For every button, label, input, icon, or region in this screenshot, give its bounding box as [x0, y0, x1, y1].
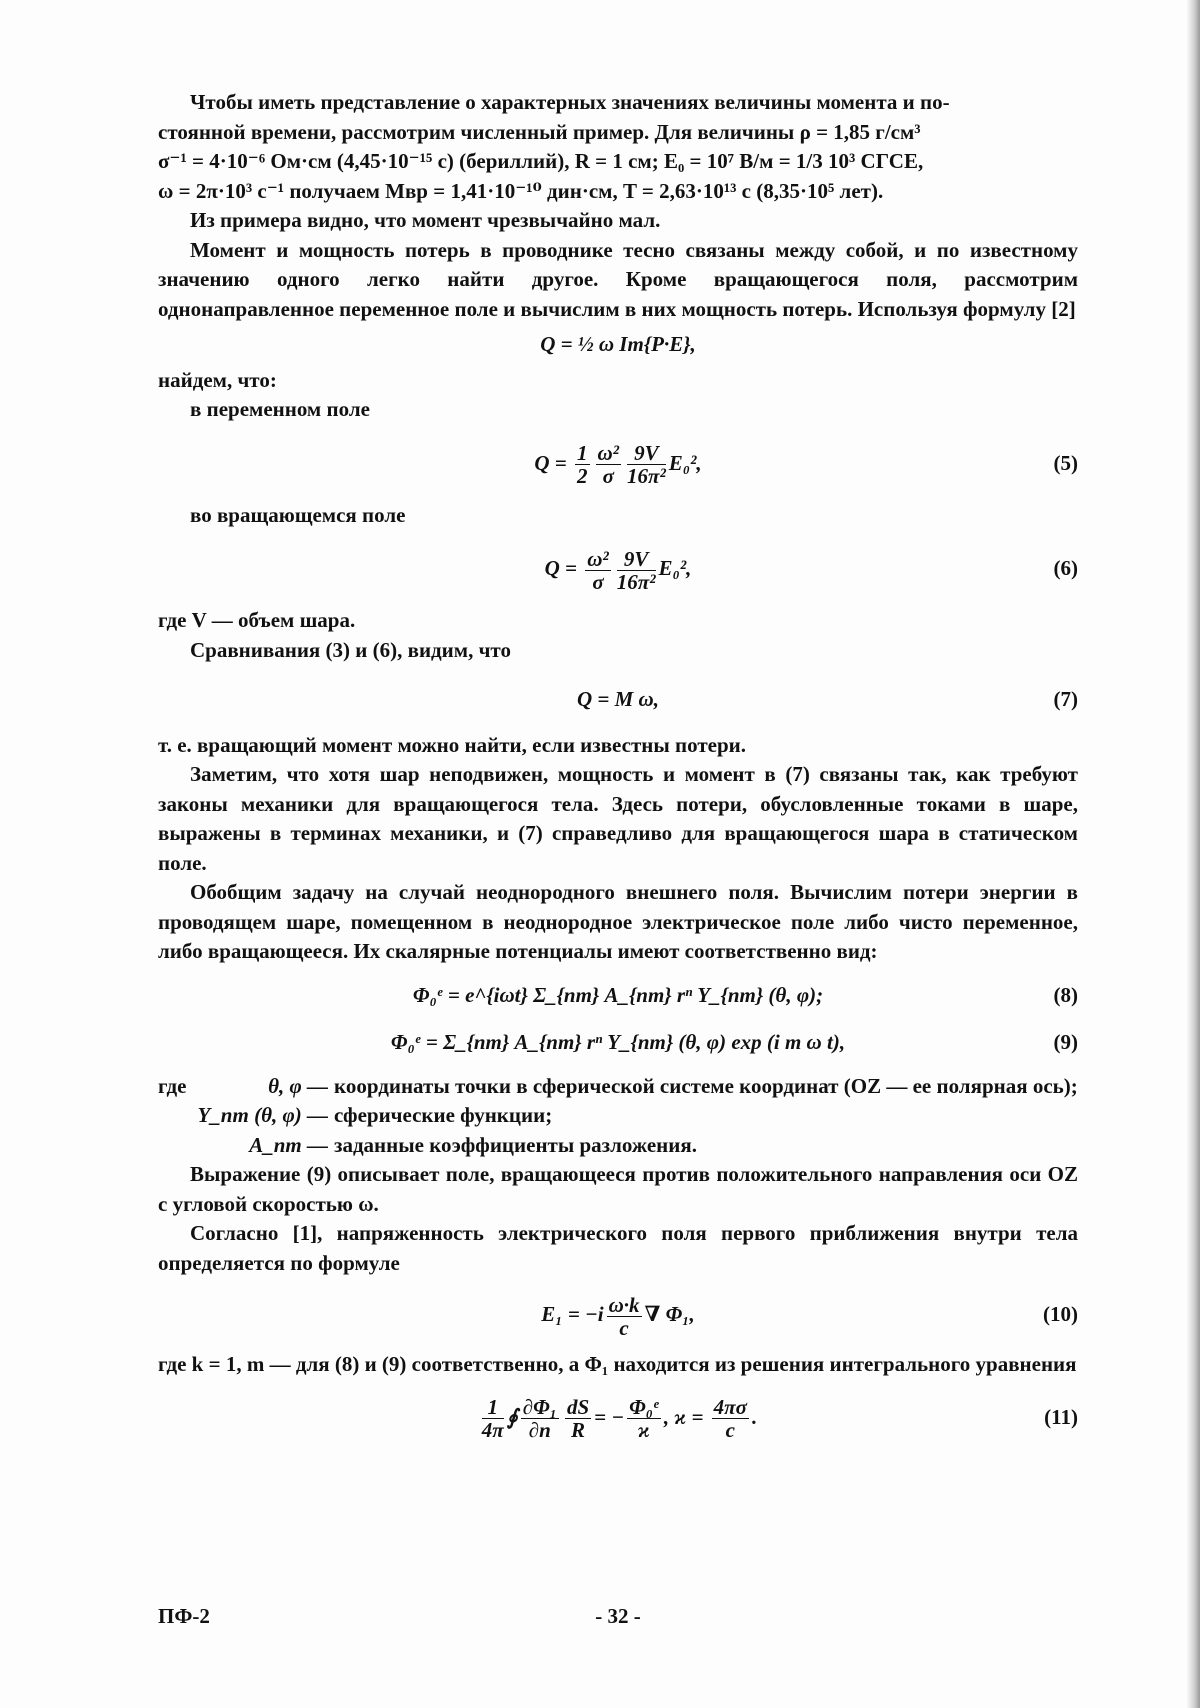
where-symbol: Y_nm (θ, φ) —	[197, 1103, 328, 1127]
eq11-frac-3: $\frac{dS}{R}$	[566, 1395, 590, 1443]
equation-number: (7)	[1053, 687, 1078, 711]
paragraph: т. е. вращающий момент можно найти, если известны потери.	[158, 732, 746, 757]
footer-label: ПФ-2	[158, 1604, 210, 1628]
where-label: где	[158, 1073, 187, 1098]
document-body	[158, 88, 1078, 1454]
paragraph-line: σ⁻¹ = 4·10⁻⁶ Ом·см (4,45·10⁻¹⁵ с) (бериллий), R = 1 см; E₀ = 10⁷ В/м = 1/3 10³ СГСЕ,	[158, 149, 924, 173]
equation-6	[158, 536, 1078, 600]
eq9-text: Φ₀ᵉ = Σ_{nm} A_{nm} rⁿ Y_{nm} (θ, φ) exp (i m ω t),	[390, 1030, 846, 1054]
eq10-lhs: E₁ = −i	[541, 1302, 604, 1326]
where-symbol: θ, φ —	[268, 1073, 328, 1098]
equation-number: (6)	[1053, 556, 1078, 580]
eq5-half: $\frac{1}{2}$	[577, 441, 588, 489]
eq11-frac-5: $\frac{4\pi\sigma}{c}$	[713, 1395, 747, 1443]
eq10-tail: ∇ Φ₁,	[644, 1302, 695, 1326]
eq6-lhs: Q =	[544, 556, 583, 580]
paragraph-line: ω = 2π·10³ с⁻¹ получаем Mвр = 1,41·10⁻¹⁰ дин·см, T = 2,63·10¹³ с (8,35·10⁵ лет).	[158, 178, 884, 203]
eq8-text: Φ₀ᵉ = e^{iωt} Σ_{nm} A_{nm} rⁿ Y_{nm} (θ, φ);	[412, 982, 824, 1007]
eq6-frac-2: $\frac{9V}{\text{16π²}}$	[616, 546, 656, 594]
contour-integral-symbol: ∮	[506, 1404, 518, 1429]
equation-9	[158, 1028, 1078, 1058]
where-item	[158, 1072, 1078, 1102]
paragraph: где k = 1, m — для (8) и (9) соответственно, а Φ₁ находится из решения интегрального уравнения	[158, 1352, 1077, 1376]
eq11-frac-1: $\frac{1}{4\pi}$	[481, 1395, 504, 1443]
where-block	[158, 1072, 1078, 1161]
scan-edge-shadow	[1186, 0, 1200, 1708]
paragraph: Заметим, что хотя шар неподвижен, мощность и момент в (7) связаны так, как требуют законы механики для вращающегося тела. Здесь потери, обусловленные токами в шаре, выражены в терминах механики, и (7) справедливо для вращающегося шара в статическом поле.	[158, 762, 1078, 875]
equation-5	[158, 431, 1078, 495]
where-symbol: A_nm —	[249, 1132, 328, 1157]
paragraph: Из примера видно, что момент чрезвычайно мал.	[190, 208, 661, 232]
equation-number: (11)	[1044, 1404, 1078, 1429]
where-item	[158, 1131, 1078, 1161]
equation-8	[158, 981, 1078, 1011]
paragraph: где V — объем шара.	[158, 608, 356, 632]
paragraph: во вращающемся поле	[190, 502, 406, 527]
eq11-sep: , ϰ =	[663, 1404, 709, 1429]
equation-number: (8)	[1053, 982, 1078, 1007]
paragraph: Момент и мощность потерь в проводнике тесно связаны между собой, и по известному значению одного легко найти другое. Кроме вращающегося поля, рассмотрим однонаправленное переменное поле и вычислим в них мощность потерь. Используя формулу [2]	[158, 237, 1078, 321]
eq5-frac-1: $\frac{\text{ω²}}{\sigma}$	[597, 441, 619, 489]
eq6-frac-1: $\frac{\text{ω²}}{\sigma}$	[587, 546, 609, 594]
equation-number: (9)	[1053, 1030, 1078, 1054]
eq7-text: Q = M ω,	[577, 687, 659, 711]
eq11-frac-4: $\frac{\text{Φ₀ᵉ}}{ϰ}$	[629, 1395, 659, 1443]
equation-10	[158, 1284, 1078, 1344]
where-text: сферические функции;	[334, 1103, 553, 1127]
equation-7	[158, 685, 1078, 715]
paragraph: Выражение (9) описывает поле, вращающееся против положительного направления оси OZ с угловой скоростью ω.	[158, 1162, 1078, 1216]
eq5-lhs: Q =	[534, 450, 572, 475]
where-item	[158, 1101, 1078, 1131]
eq5-frac-2: $\frac{9V}{\text{16π²}}$	[626, 441, 666, 489]
paragraph-line: Чтобы иметь представление о характерных значениях величины момента и по-	[190, 90, 950, 114]
equation-11	[158, 1386, 1078, 1448]
where-text: координаты точки в сферической системе координат (OZ — ее полярная ось);	[334, 1073, 1078, 1098]
eq6-tail: E₀²,	[658, 556, 692, 580]
eq11-end: .	[751, 1404, 758, 1429]
eq5-tail: E₀²,	[668, 450, 702, 475]
where-text: заданные коэффициенты разложения.	[334, 1132, 697, 1157]
equation-number: (10)	[1043, 1302, 1078, 1326]
eq11-mid: = −	[594, 1404, 625, 1429]
paragraph-line: стоянной времени, рассмотрим численный пример. Для величины ρ = 1,85 г/см³	[158, 119, 921, 144]
paragraph: найдем, что:	[158, 367, 277, 392]
paragraph: Сравнивания (3) и (6), видим, что	[190, 637, 511, 662]
equation-q-general: Q = ½ ω Im{P·E},	[540, 332, 696, 356]
paragraph: Согласно [1], напряженность электрического поля первого приближения внутри тела определяется по формуле	[158, 1221, 1078, 1275]
equation-number: (5)	[1053, 450, 1078, 475]
eq11-frac-2: $\frac{\text{∂Φ₁}}{\partial n}$	[522, 1395, 557, 1443]
paragraph: Обобщим задачу на случай неоднородного внешнего поля. Вычислим потери энергии в проводящем шаре, помещенном в неоднородное электрическое поле либо чисто переменное, либо вращающееся. Их скалярные потенциалы имеют соответственно вид:	[158, 880, 1078, 963]
eq10-frac: $\frac{\omega\cdot k}{c}$	[608, 1292, 640, 1340]
page-number: - 32 -	[595, 1604, 641, 1628]
paragraph: в переменном поле	[190, 397, 370, 421]
